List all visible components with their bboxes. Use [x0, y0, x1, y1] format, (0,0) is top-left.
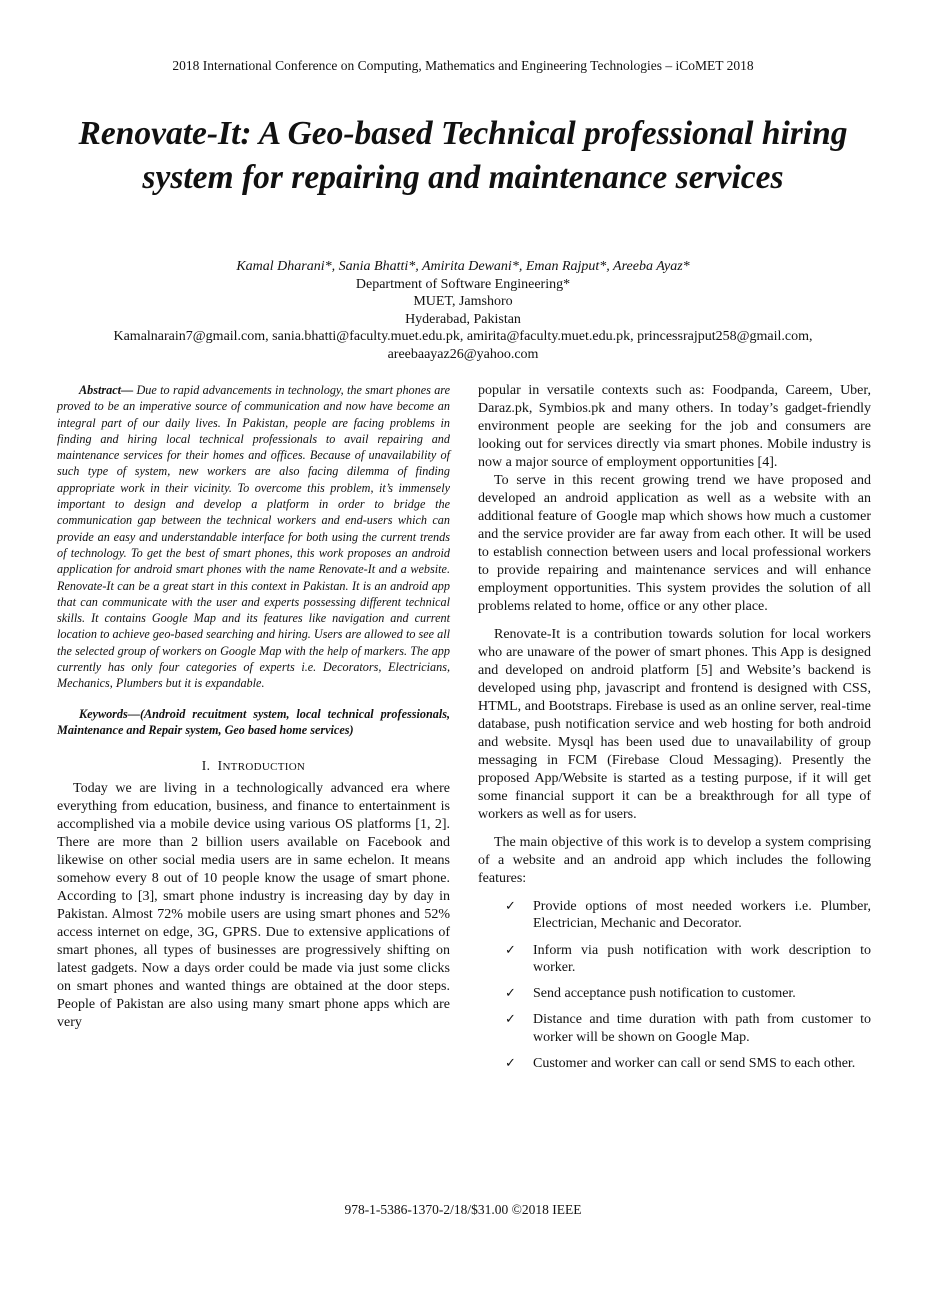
list-item — [478, 1055, 871, 1072]
list-item — [478, 1011, 871, 1046]
conference-header: 2018 International Conference on Computing, Mathematics and Engineering Technologies – iCoMET 2018 — [172, 58, 754, 73]
author-names: Kamal Dharani*, Sania Bhatti*, Amirita Dewani*, Eman Rajput*, Areeba Ayaz* — [236, 259, 690, 274]
feature-text: Provide options of most needed workers i.e. Plumber, Electrician, Mechanic and Decorator. — [533, 899, 871, 932]
section-number: I. — [201, 758, 211, 774]
right-column — [478, 382, 871, 1081]
author-location: Hyderabad, Pakistan — [405, 311, 521, 327]
intro-paragraph-1: Today we are living in a technologically advanced era where everything from education, business, and finance to entertainment is accomplished via a mobile device using various OS platforms [1, 2]. There are more than 2 billion users available on Facebook and likewise on other social media users are in same echelon. It means somehow every 8 out of 10 people know the usage of smart phone. According to [3], smart phone industry is increasing day by day in Pakistan. Almost 72% mobile users are using smart phones and 52% access internet on edge, 3G, GPRS. Due to extensive applications of smart phones, all types of businesses are progressively shifting on latest gadgets. Now a days order could be made via just some clicks on smart phones and wanted things are obtained at the door steps. People of Pakistan are also using many smart phone apps which are very — [57, 781, 450, 1031]
checkmark-icon: ✓ — [505, 899, 516, 914]
abstract-label: Abstract— — [79, 383, 134, 397]
section-title-initial: I — [217, 758, 223, 774]
section-heading-introduction — [57, 758, 450, 774]
intro-paragraph-4: The main objective of this work is to develop a system comprising of a website and an android app which includes the following features: — [478, 835, 871, 886]
left-column — [57, 382, 450, 1032]
feature-text: Inform via push notification with work description to worker. — [533, 942, 871, 975]
author-emails-cont: areebaayaz26@yahoo.com — [387, 346, 539, 362]
abstract-text: Due to rapid advancements in technology, the smart phones are proved to be an imperative source of communication and now have become an integral part of our daily lives. In Pakistan, people are facing problems in finding and hiring local technical professionals to avail repairing and maintenance services for their homes and offices. Because of unavailability of such type of system, new workers are also facing dilemma of finding appropriate work in their vicinity. To overcome this problem, it’s immensely important to design and develop a platform in order to bridge the communication gap between the technical workers and end-users which can provide an easy and understandable interface for both using the current trends of technology. To get the best of smart phones, this work proposes an android application for android smart phones with the name Renovate-It and a website. Renovate-It can be a great start in this context in Pakistan. It is an android app that can communicate with the user and experts possessing different technical skills. It contains Google Map and its features like navigation and current location to achieve geo-based searching and hiring. Users are allowed to see all the selected group of workers on Google Map with the help of markers. The app currently has only four categories of experts i.e. Decorators, Electricians, Mechanics, Plumbers but it is expandable. — [57, 383, 450, 691]
feature-text: Distance and time duration with path from customer to worker will be shown on Google Map. — [533, 1012, 871, 1045]
keywords: Keywords—(Android recuitment system, local technical professionals, Maintenance and Repair system, Geo based home services) — [57, 706, 450, 737]
paper-title: Renovate-It: A Geo-based Technical professional hiring system for repairing and maintenance services — [78, 115, 848, 196]
intro-paragraph-1-continued: popular in versatile contexts such as: Foodpanda, Careem, Uber, Daraz.pk, Symbios.pk and many others. In today’s gadget-friendly environment people are seeking for the job and consumers are looking out for services directly via smart phones. Mobile industry is now a major source of employment opportunities [4]. — [478, 383, 871, 470]
author-institution: MUET, Jamshoro — [413, 294, 513, 309]
checkmark-icon: ✓ — [505, 986, 516, 1002]
checkmark-icon: ✓ — [505, 1012, 516, 1028]
intro-paragraph-3: Renovate-It is a contribution towards solution for local workers who are unaware of the power of smart phones. This App is designed and developed on android platform [5] and Website’s backend is developed using php, javascript and frontend is designed with CSS, HTML, and Bootstraps. Firebase is used as an online server, real-time database, push notification service and web hosting for both android and website. Mysql has been used due to unavailability of group messaging in FCM (Firebase Cloud Messaging). Presently the proposed App/Website is started as a testing purpose, if it will get some financial support it can be a breakthrough for all type of workers as well as for users. — [478, 627, 871, 822]
abstract — [57, 382, 450, 692]
author-block — [30, 258, 896, 363]
checkmark-icon: ✓ — [505, 942, 516, 958]
list-item — [478, 898, 871, 933]
intro-paragraph-2: To serve in this recent growing trend we have proposed and developed an android application as well as a website with an additional feature of Google map which shows how much a customer and the service provider are far away from each other. It will be used to establish connection between users and local professional workers to provide repairing and maintenance services and will enhance employment opportunities. This system provides the solution of all problems related to home, office or any other place. — [478, 473, 871, 614]
copyright-footer: 978-1-5386-1370-2/18/$31.00 ©2018 IEEE — [344, 1202, 582, 1217]
list-item — [478, 985, 871, 1002]
feature-list — [478, 898, 871, 1072]
list-item — [478, 942, 871, 977]
feature-text: Customer and worker can call or send SMS to each other. — [533, 1056, 856, 1072]
author-department: Department of Software Engineering* — [355, 276, 571, 292]
checkmark-icon: ✓ — [505, 1056, 516, 1072]
feature-text: Send acceptance push notification to customer. — [533, 986, 796, 1002]
author-emails: Kamalnarain7@gmail.com, sania.bhatti@faculty.muet.edu.pk, amirita@faculty.muet.edu.pk, princessrajput258@gmail.com, — [113, 329, 813, 344]
section-title-rest: NTRODUCTION — [222, 761, 306, 774]
